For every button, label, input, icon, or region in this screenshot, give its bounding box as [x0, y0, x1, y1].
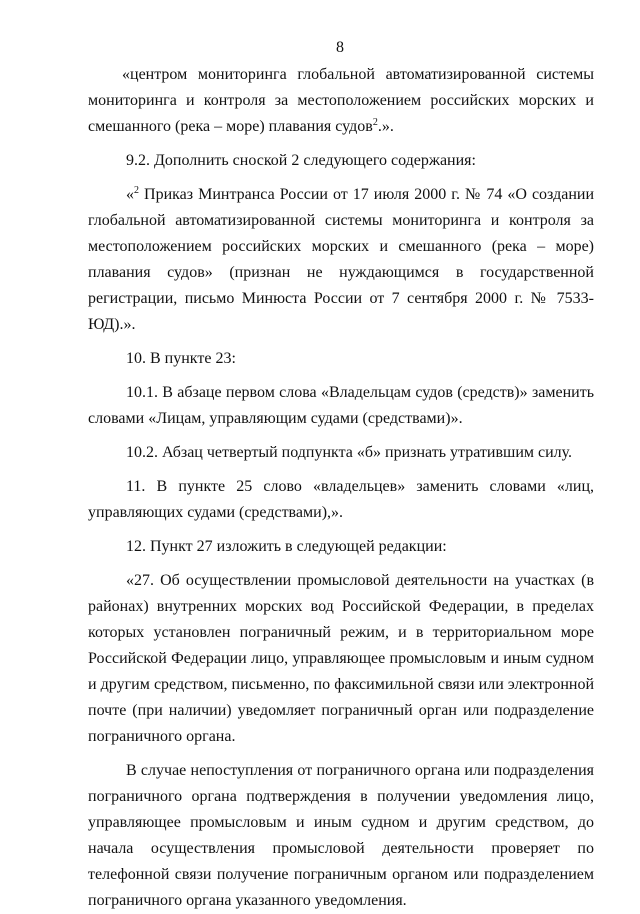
- page-number: 8: [336, 39, 344, 56]
- paragraph-item-11: 11. В пункте 25 слово «владельцев» заменить словами «лиц, управляющих судами (средствами),».: [88, 478, 594, 521]
- paragraph-text: «центром мониторинга глобальной автоматизированной системы мониторинга и контроля за местоположением российских морских и смешанного (река – море) плавания судов: [88, 66, 594, 135]
- paragraph-footnote-2: [88, 182, 594, 338]
- paragraph-item-10-2: 10.2. Абзац четвертый подпункта «б» признать утратившим силу.: [126, 444, 573, 461]
- paragraph-quote-monitoring-center: [88, 62, 594, 140]
- footnote-marker: 2: [372, 117, 378, 128]
- paragraph-item-9-2: 9.2. Дополнить сноской 2 следующего содержания:: [126, 152, 476, 169]
- paragraph-item-10: 10. В пункте 23:: [126, 350, 236, 367]
- paragraph-text-tail: Приказ Минтранса России от 17 июля 2000 г. № 74 «О создании глобальной автоматизированной системы мониторинга и контроля за местоположением российских морских и смешанного (река – море) плавания судов» (признан не нуждающимся в государственной регистрации, письмо Минюста России от 7 сентября 2000 г. № 7533-ЮД).».: [88, 186, 594, 333]
- paragraph-item-10-1: 10.1. В абзаце первом слова «Владельцам судов (средств)» заменить словами «Лицам, управляющим судами (средствами)».: [88, 384, 594, 427]
- paragraph-nonreceipt-case: В случае непоступления от пограничного органа или подразделения пограничного органа подтверждения в получении уведомления лицо, управляющее промысловым и иным судном и другим средством, до начала осуществления промысловой деятельности проверяет по телефонной связи получение пограничным органом или подразделением пограничного органа указанного уведомления.: [88, 762, 594, 909]
- paragraph-item-27-text: «27. Об осуществлении промысловой деятельности на участках (в районах) внутренних морских вод Российской Федерации, в пределах которых установлен пограничный режим, и в территориальном море Российской Федерации лицо, управляющее промысловым и иным судном и другим средством, письменно, по факсимильной связи или электронной почте (при наличии) уведомляет пограничный орган или подразделение пограничного органа.: [88, 572, 594, 745]
- document-body: [88, 62, 594, 914]
- paragraph-text-tail: .».: [377, 118, 394, 135]
- paragraph-text: «: [126, 186, 134, 203]
- footnote-marker: 2: [134, 185, 139, 196]
- paragraph-item-12: 12. Пункт 27 изложить в следующей редакции:: [126, 538, 447, 555]
